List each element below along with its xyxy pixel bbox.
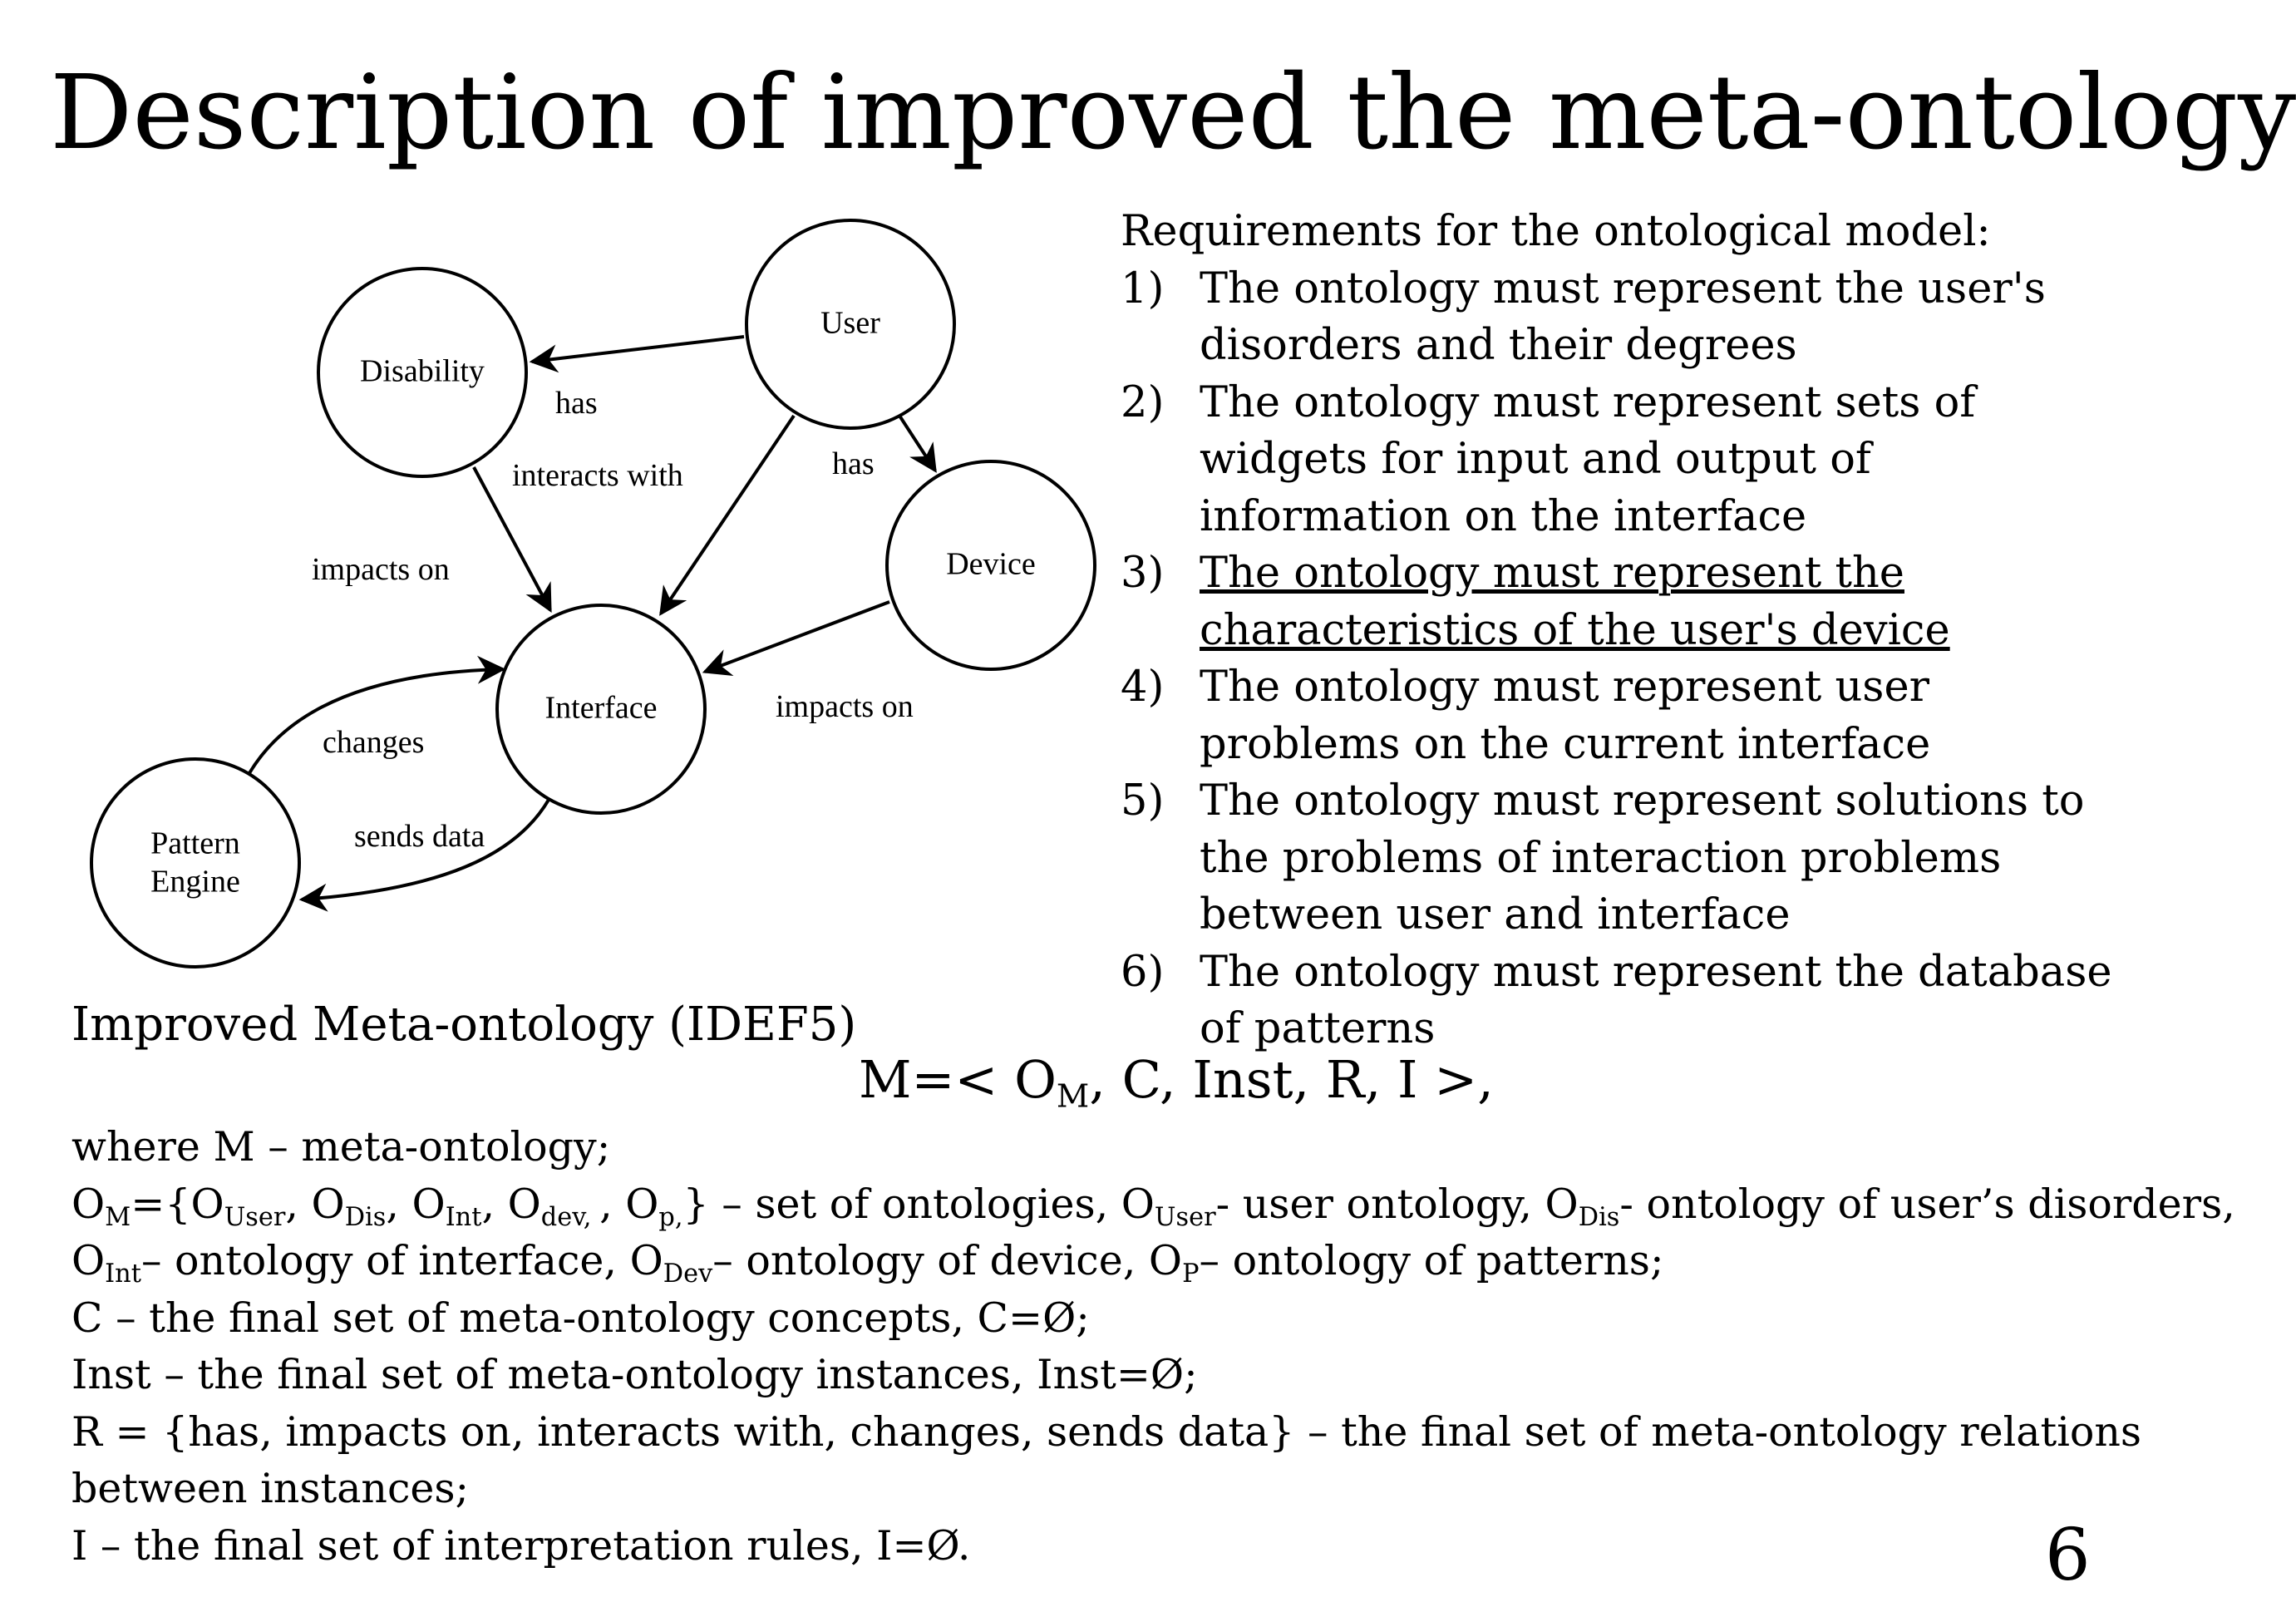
requirement-item-3 bbox=[1121, 545, 2118, 659]
edge-label-changes: changes bbox=[323, 725, 425, 760]
slide-title: Description of improved the meta-ontology bbox=[50, 53, 2296, 173]
edge-label-interacts-with: interacts with bbox=[512, 458, 683, 493]
requirement-text: The ontology must represent sets of widgets for input and output of information on the interface bbox=[1200, 377, 1976, 541]
edge-device-impacts-on-interface bbox=[705, 602, 889, 672]
definitions bbox=[71, 1119, 2235, 1575]
requirement-number: 4) bbox=[1121, 663, 1165, 712]
page-number: 6 bbox=[2045, 1514, 2091, 1597]
node-device-label: Device bbox=[946, 546, 1036, 582]
definition-line-5: Inst – the final set of meta-ontology instances, Inst=Ø; bbox=[71, 1351, 1198, 1398]
definition-line-7: between instances; bbox=[71, 1465, 470, 1512]
requirement-text: The ontology must represent user problems on the current interface bbox=[1200, 663, 1931, 769]
def2-sub: p, bbox=[658, 1202, 683, 1232]
def2-text: , O bbox=[285, 1180, 345, 1228]
node-user-label: User bbox=[820, 305, 880, 341]
requirements-list bbox=[1121, 204, 2118, 1058]
def2-sub: User bbox=[1154, 1202, 1216, 1232]
node-disability-label: Disability bbox=[360, 353, 485, 389]
def2-sub: M bbox=[105, 1202, 131, 1232]
def3-sub: Dev bbox=[663, 1259, 713, 1289]
def2-sub: Dis bbox=[344, 1202, 387, 1232]
requirement-item-6 bbox=[1121, 944, 2118, 1058]
node-pattern-engine-circle bbox=[91, 759, 299, 967]
formula-suffix: , C, Inst, R, I >, bbox=[1089, 1049, 1494, 1110]
meta-ontology-diagram bbox=[79, 208, 1110, 981]
edge-user-has-disability bbox=[532, 337, 744, 362]
node-disability bbox=[318, 269, 526, 476]
definition-line-3 bbox=[71, 1233, 2128, 1290]
def2-text: ={O bbox=[131, 1180, 224, 1228]
formula-subscript: M bbox=[1056, 1077, 1090, 1116]
requirement-text: The ontology must represent solutions to the problems of interaction problems between user and interface bbox=[1200, 776, 2085, 939]
def3-text: O bbox=[71, 1237, 106, 1284]
edge-label-impacts-on-device: impacts on bbox=[776, 689, 914, 724]
requirement-number: 1) bbox=[1121, 264, 1165, 313]
diagram-caption: Improved Meta-ontology (IDEF5) bbox=[71, 998, 857, 1052]
requirement-number: 5) bbox=[1121, 776, 1165, 826]
meta-ontology-formula bbox=[859, 1049, 1494, 1116]
def3-text: – ontology of device, O bbox=[712, 1237, 1183, 1284]
node-pattern-engine-label-line1: Pattern bbox=[150, 826, 240, 861]
requirements-intro: Requirements for the ontological model: bbox=[1121, 207, 1991, 256]
def2-sub: User bbox=[224, 1202, 286, 1232]
edge-user-has-device bbox=[899, 416, 935, 471]
def2-text: , O bbox=[481, 1180, 541, 1228]
def2-text: O bbox=[71, 1180, 106, 1228]
def3-text: – ontology of patterns; bbox=[1199, 1237, 1664, 1284]
def3-text: – ontology of interface, O bbox=[140, 1237, 663, 1284]
def2-text: - user ontology, O bbox=[1215, 1180, 1579, 1228]
definition-line-2 bbox=[71, 1176, 2235, 1234]
requirement-number: 3) bbox=[1121, 549, 1165, 598]
formula-prefix: M=< O bbox=[859, 1049, 1057, 1110]
requirement-number: 6) bbox=[1121, 947, 1165, 997]
requirements-items bbox=[1121, 261, 2118, 1058]
def3-sub: P bbox=[1182, 1259, 1200, 1289]
def2-sub: Dis bbox=[1578, 1202, 1620, 1232]
node-pattern-engine bbox=[91, 759, 299, 967]
node-device bbox=[887, 461, 1095, 669]
requirement-item-1 bbox=[1121, 261, 2118, 375]
node-interface-label: Interface bbox=[544, 690, 658, 726]
requirement-text: The ontology must represent the user's disorders and their degrees bbox=[1200, 264, 2046, 370]
edge-label-sends-data: sends data bbox=[354, 819, 485, 854]
requirement-item-4 bbox=[1121, 659, 2118, 773]
def2-sub: dev, bbox=[540, 1202, 600, 1232]
requirement-text: The ontology must represent the characteristics of the user's device bbox=[1200, 549, 1950, 655]
def2-text: } – set of ontologies, O bbox=[682, 1180, 1155, 1228]
definition-line-6: R = {has, impacts on, interacts with, changes, sends data} – the final set of meta-ontology relations bbox=[71, 1407, 2142, 1456]
requirement-number: 2) bbox=[1121, 377, 1165, 427]
def3-sub: Int bbox=[105, 1259, 141, 1289]
requirement-text: The ontology must represent the database of patterns bbox=[1200, 947, 2112, 1053]
node-pattern-engine-label-line2: Engine bbox=[150, 864, 240, 900]
def2-text: - ontology of user’s disorders, bbox=[1619, 1180, 2235, 1228]
definition-line-8: I – the final set of interpretation rules, I=Ø. bbox=[71, 1521, 971, 1570]
def2-text: , O bbox=[599, 1180, 659, 1228]
node-interface bbox=[497, 605, 705, 813]
definition-line-1: where M – meta-ontology; bbox=[71, 1123, 611, 1171]
edge-user-interacts-with-interface bbox=[661, 416, 794, 614]
definition-line-4: C – the final set of meta-ontology concepts, C=Ø; bbox=[71, 1294, 1090, 1342]
node-user bbox=[746, 220, 954, 428]
edge-label-has-device: has bbox=[832, 446, 875, 481]
edge-label-has-disability: has bbox=[555, 386, 598, 421]
def2-text: , O bbox=[386, 1180, 446, 1228]
edge-label-impacts-on-disability: impacts on bbox=[312, 552, 450, 587]
def2-sub: Int bbox=[445, 1202, 482, 1232]
requirement-item-5 bbox=[1121, 773, 2118, 944]
requirement-item-2 bbox=[1121, 375, 2118, 546]
